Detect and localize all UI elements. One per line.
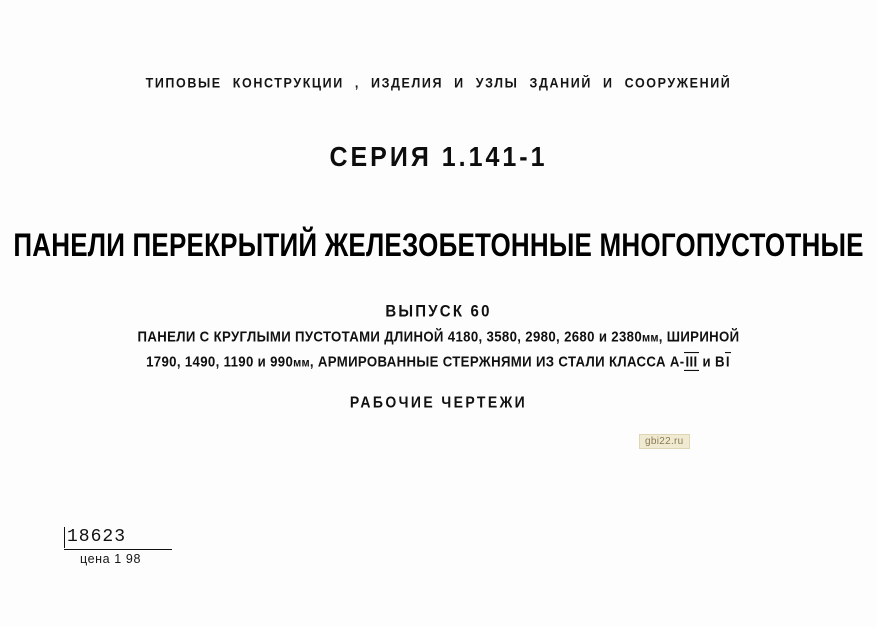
description-line-2-text-a: 1790, 1490, 1190 и 990	[146, 353, 294, 370]
bottom-stamp	[64, 527, 184, 566]
description-line-2	[0, 353, 877, 370]
issue-number: ВЫПУСК 60	[385, 302, 492, 321]
description-line-2-text-b: , АРМИРОВАННЫЕ СТЕРЖНЯМИ ИЗ СТАЛИ КЛАССА A-	[309, 353, 685, 370]
description-line-2-units: мм	[293, 356, 310, 370]
stamp-rule	[64, 549, 172, 550]
document-title: ПАНЕЛИ ПЕРЕКРЫТИЙ ЖЕЛЕЗОБЕТОННЫЕ МНОГОПУСТОТНЫЕ	[13, 228, 864, 264]
working-drawings-label: РАБОЧИЕ ЧЕРТЕЖИ	[349, 393, 528, 411]
stamp-price: цена 1 98	[80, 551, 142, 566]
description-line-1-tail: , ШИРИНОЙ	[658, 328, 740, 345]
description-line-1	[0, 328, 877, 345]
steel-class-bi: I	[725, 353, 730, 370]
steel-class-aiii: III	[685, 353, 698, 370]
description-line-1-units: мм	[642, 331, 659, 345]
description-line-1-text: ПАНЕЛИ С КРУГЛЫМИ ПУСТОТАМИ ДЛИНОЙ 4180, 3580, 2980, 2680 и 2380	[137, 328, 643, 345]
document-header-line: ТИПОВЫЕ КОНСТРУКЦИИ , ИЗДЕЛИЯ И УЗЛЫ ЗДАНИЙ И СООРУЖЕНИЙ	[145, 75, 732, 91]
series-number: СЕРИЯ 1.141-1	[329, 141, 548, 173]
description-line-2-text-c: и В	[698, 353, 725, 370]
stamp-code: 18623	[64, 527, 126, 548]
watermark-label: gbi22.ru	[639, 434, 690, 449]
